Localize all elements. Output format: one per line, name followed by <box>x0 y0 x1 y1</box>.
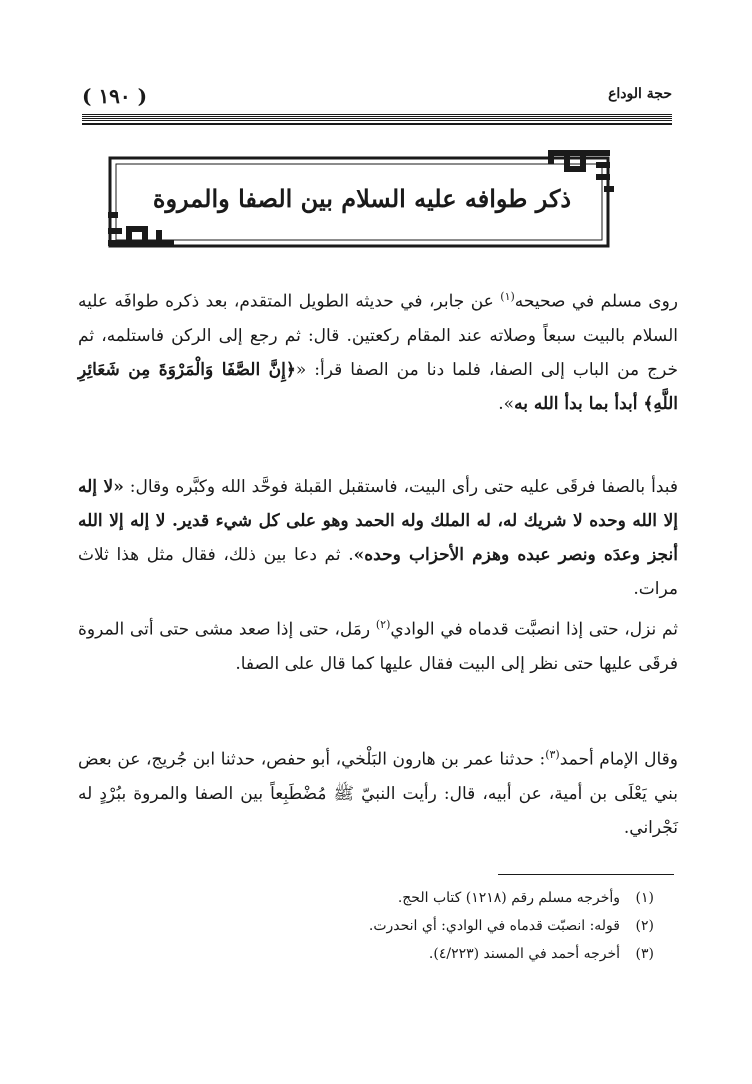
section-title: ذكر طوافه عليه السلام بين الصفا والمروة <box>152 184 572 213</box>
footnote-text: أخرجه أحمد في المسند (٤/٢٢٣). <box>428 946 620 962</box>
running-title: حجة الوداع <box>608 86 672 102</box>
paragraph-1 <box>78 280 678 421</box>
paragraph-3-text-a: ثم نزل، حتى إذا انصبَّت قدماه في الوادي <box>390 619 678 640</box>
footnote-number: (٣) <box>635 946 654 962</box>
paragraph-1-end: ». <box>498 393 515 414</box>
footnotes <box>78 884 678 968</box>
footnote-item <box>78 912 678 940</box>
paragraph-4 <box>78 738 678 845</box>
footnote-number: (٢) <box>635 918 654 934</box>
footnote-number: (١) <box>635 890 654 906</box>
quran-quote: ﴿إِنَّ الصَّفَا وَالْمَرْوَةَ مِن شَعَائِرِ اللَّهِ﴾ أبدأ بما بدأ الله به <box>78 359 678 414</box>
footnote-text: قوله: انصبّت قدماه في الوادي: أي انحدرت. <box>368 918 620 934</box>
footnote-ref-3: (٣) <box>545 748 560 761</box>
paragraph-1-text-b: عن جابر، في حديثه الطويل المتقدم، بعد ذكره طوافَه عليه السلام بالبيت سبعاً وصلاته عند المقام ركعتين. قال: ثم رجع إلى الركن فاستلمه، ثم خرج من الباب إلى الصفا، فلما دنا من الصفا قرأ: « <box>78 291 678 380</box>
page-header <box>82 84 672 114</box>
header-rule-thick <box>82 114 672 121</box>
paragraph-3-text-b: رمَل، حتى إذا صعد مشى حتى أتى المروة فرقَى عليها حتى نظر إلى البيت فقال عليها كما قال على الصفا. <box>78 619 678 674</box>
paragraph-2 <box>78 470 678 606</box>
footnote-text: وأخرجه مسلم رقم (١٢١٨) كتاب الحج. <box>397 890 620 906</box>
paragraph-3 <box>78 608 678 681</box>
paragraph-4-text-a: وقال الإمام أحمد <box>559 749 678 770</box>
footnote-item <box>78 884 678 912</box>
paragraph-2-text-a: فبدأ بالصفا فرقَى عليه حتى رأى البيت، فاستقبل القبلة فوحَّد الله وكبَّره وقال: <box>123 477 678 497</box>
section-title-frame <box>108 150 616 250</box>
footnote-separator <box>498 874 674 875</box>
footnote-ref-2: (٢) <box>375 618 391 631</box>
page-number: ( ١٩٠ ) <box>82 84 148 108</box>
footnote-ref-1: (١) <box>500 290 515 303</box>
header-rule-thin <box>82 123 672 125</box>
hadith-quote: «لا إله إلا الله وحده لا شريك له، له الملك وله الحمد وهو على كل شيء قدير. لا إله إلا الله أنجز وعدَه ونصر عبده وهزم الأحزاب وحده» <box>78 477 678 565</box>
footnote-item <box>78 940 678 968</box>
paragraph-4-text-b: : حدثنا عمر بن هارون البَلْخي، أبو حفص، حدثنا ابن جُريج، عن بعض بني يَعْلَى بن أمية، عن أبيه، قال: رأيت النبيّ ﷺ مُضْطَبِعاً بين الصفا والمروة ببُرْدٍ له نَجْراني. <box>78 749 678 838</box>
paragraph-2-text-b: . ثم دعا بين ذلك، فقال مثل هذا ثلاث مرات. <box>78 545 678 599</box>
paragraph-1-text-a: روى مسلم في صحيحه <box>514 291 678 312</box>
